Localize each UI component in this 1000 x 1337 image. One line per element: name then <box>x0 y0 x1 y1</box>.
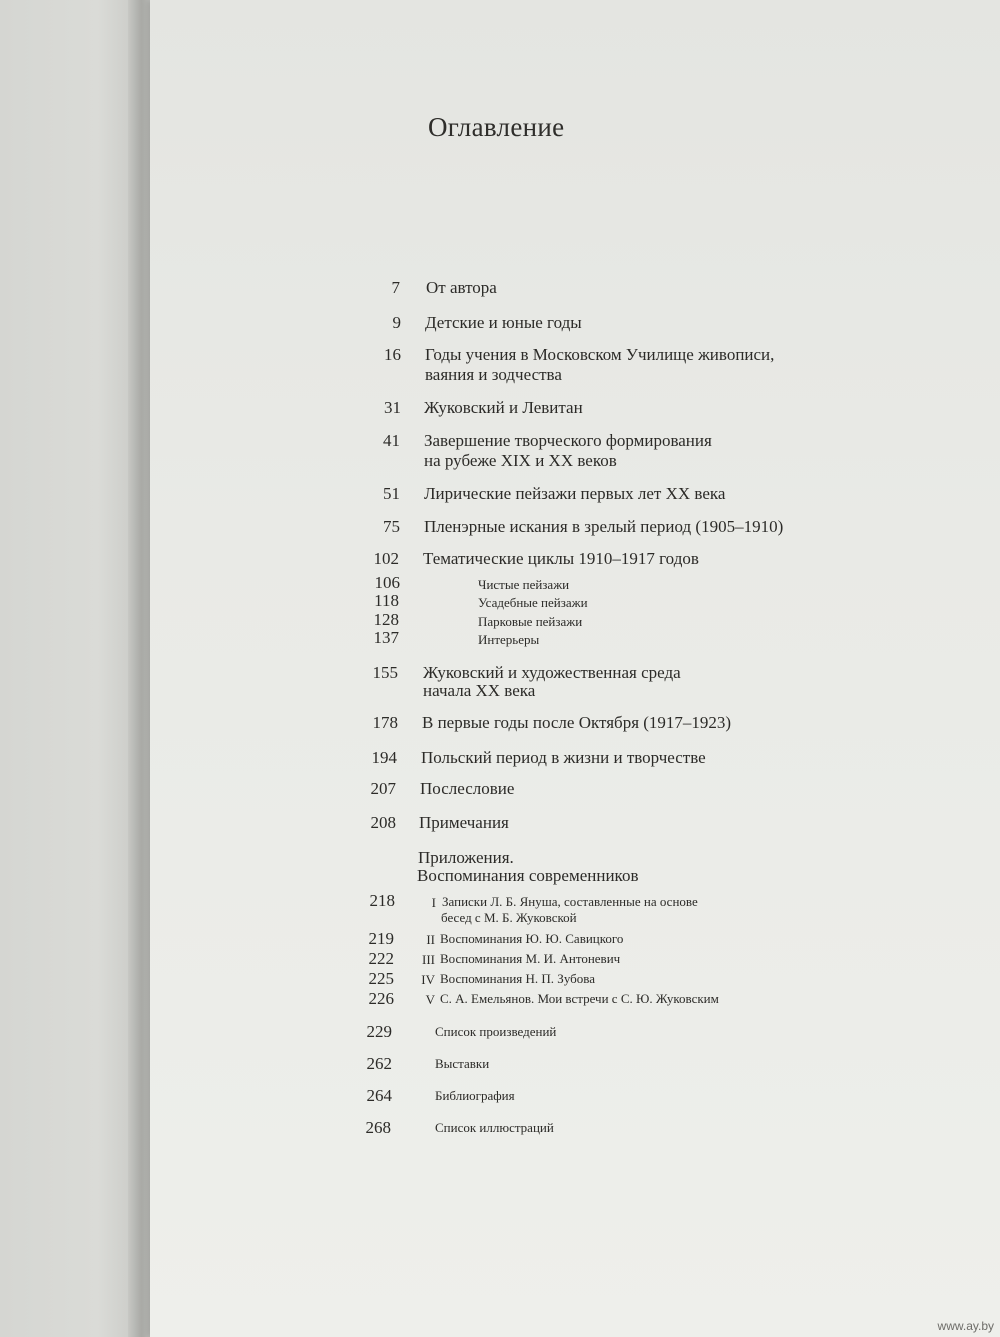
toc-title: От автора <box>426 278 497 297</box>
toc-page-number: 264 <box>366 1086 392 1105</box>
appendix-roman: III <box>422 952 435 967</box>
toc-page-number: 225 <box>368 969 394 988</box>
page-title: Оглавление <box>428 112 565 142</box>
appendix-title: Воспоминания М. И. Антоневич <box>440 951 621 966</box>
toc-subtitle: Усадебные пейзажи <box>478 595 588 610</box>
toc-title-line1: Жуковский и художественная среда <box>423 663 681 682</box>
toc-title: Пленэрные искания в зрелый период (1905–1910) <box>424 517 784 536</box>
toc-title: Послесловие <box>420 779 515 798</box>
appendix-roman: IV <box>421 972 435 987</box>
toc-title: Лирические пейзажи первых лет XX века <box>424 484 726 503</box>
toc-title: В первые годы после Октября (1917–1923) <box>422 713 732 732</box>
toc-title: Польский период в жизни и творчестве <box>421 748 706 767</box>
toc-page-number: 194 <box>371 748 397 767</box>
toc-page-number: 208 <box>370 813 396 832</box>
toc-page-number: 137 <box>373 628 399 647</box>
toc-page-number: 31 <box>384 398 401 417</box>
appendix-roman: II <box>426 932 435 947</box>
toc-page-number: 9 <box>392 313 401 332</box>
toc-title: Список произведений <box>435 1024 557 1039</box>
toc-page-number: 178 <box>372 713 398 732</box>
toc-title: Библиография <box>435 1088 515 1103</box>
appendix-heading-line2: Воспоминания современников <box>417 866 639 885</box>
toc-subtitle: Чистые пейзажи <box>478 577 570 592</box>
left-page <box>0 0 140 1337</box>
toc-page-number: 128 <box>373 610 399 629</box>
toc-title-line1: Завершение творческого формирования <box>424 431 712 450</box>
toc-page-number: 7 <box>391 278 400 297</box>
toc-title-line2: на рубеже XIX и XX веков <box>424 451 617 470</box>
toc-page-number: 118 <box>374 591 399 610</box>
toc-page-number: 155 <box>372 663 398 682</box>
toc-page-number: 207 <box>370 779 396 798</box>
toc-title: Детские и юные годы <box>425 313 582 332</box>
appendix-heading-line1: Приложения. <box>418 848 514 867</box>
toc-page-number: 226 <box>368 989 394 1008</box>
toc-title: Примечания <box>419 813 509 832</box>
toc-title: Жуковский и Левитан <box>424 398 583 417</box>
appendix-title: Воспоминания Н. П. Зубова <box>440 971 595 986</box>
toc-page-number: 106 <box>374 573 400 592</box>
toc-subtitle: Интерьеры <box>478 632 540 647</box>
toc-page-number: 262 <box>366 1054 392 1073</box>
toc-page-number: 219 <box>368 929 394 948</box>
toc-page-number: 102 <box>373 549 399 568</box>
toc-title-line1: Годы учения в Московском Училище живописи, <box>425 345 775 364</box>
watermark: www.ay.by <box>937 1319 994 1333</box>
toc-page-number: 229 <box>366 1022 392 1041</box>
appendix-roman: I <box>431 895 436 910</box>
toc-subtitle: Парковые пейзажи <box>478 614 583 629</box>
toc-page-number: 41 <box>383 431 400 450</box>
toc-title: Выставки <box>435 1056 490 1071</box>
toc-page-number: 75 <box>383 517 400 536</box>
appendix-title: Воспоминания Ю. Ю. Савицкого <box>440 931 624 946</box>
toc-page-number: 51 <box>383 484 400 503</box>
toc-title: Список иллюстраций <box>435 1120 554 1135</box>
toc-title-line2: ваяния и зодчества <box>425 365 562 384</box>
toc-title: Тематические циклы 1910–1917 годов <box>423 549 699 568</box>
appendix-roman: V <box>425 992 435 1007</box>
toc-page-number: 222 <box>368 949 394 968</box>
toc-page-number: 268 <box>365 1118 391 1137</box>
appendix-title: С. А. Емельянов. Мои встречи с С. Ю. Жуковским <box>440 991 719 1006</box>
toc-page-number: 218 <box>369 891 395 910</box>
toc-page-number: 16 <box>384 345 401 364</box>
appendix-title-line1: Записки Л. Б. Януша, составленные на основе <box>442 894 698 909</box>
appendix-title-line2: бесед с М. Б. Жуковской <box>441 910 577 925</box>
toc-title-line2: начала XX века <box>423 681 536 700</box>
